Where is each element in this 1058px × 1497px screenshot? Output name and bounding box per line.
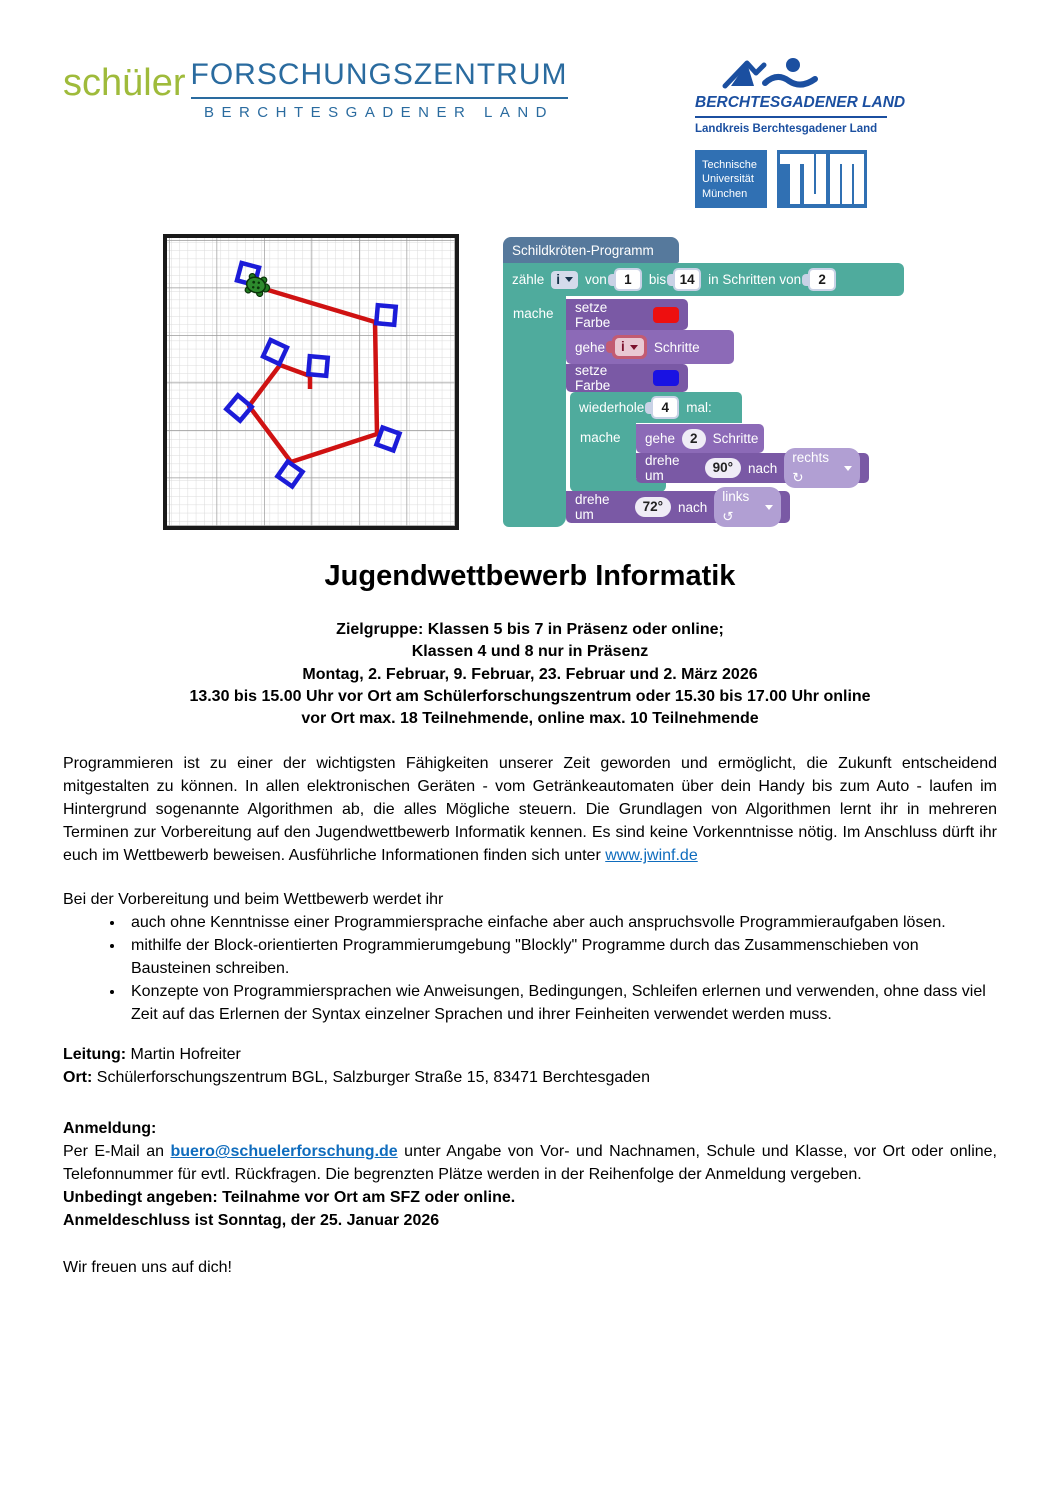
- bullet-list: [63, 911, 997, 1026]
- list-item-3: • Konzepte von Programmiersprachen wie Anweisungen, Bedingungen, Schleifen erlernen und verwenden, ohne dass viel Zeit auf das Erlernen der Syntax einzelner Sprachen und ihrer Feinheiten verwendet werden muss.: [125, 980, 997, 1026]
- closing-line: Wir freuen uns auf dich!: [63, 1259, 232, 1277]
- repeat-block: [570, 392, 742, 423]
- list-item-1: • auch ohne Kenntnisse einer Programmiersprache einfache aber auch anspruchsvolle Programmieraufgaben lösen.: [125, 911, 997, 934]
- move-label-gehe: gehe: [575, 339, 606, 355]
- mountain-swimmer-icon: [721, 56, 831, 92]
- blockly-header-label: Schildkröten-Programm: [512, 242, 654, 258]
- intro-text: Programmieren ist zu einer der wichtigsten Fähigkeiten unserer Zeit geworden und ermöglicht, die Zukunft entscheidend mitgestalten zu können. In allen elektronischen Geräten - vom Getränkeautomaten über dein Handy bis zum Auto - laufen im Hintergrund sogenannte Algorithmen ab, die alles Mögliche steuern. Die Grundlagen von Algorithmen lernt ihr in mehreren Terminen zur Vorbereitung auf den Jugendwettbewerb Informatik kennen. Es sind keine Vorkenntnisse nötig. Im Anschluss dürft ihr euch im Wettbewerb beweisen. Ausführliche Informationen finden sich unter: [63, 755, 997, 865]
- move2-steps-value: 2: [682, 429, 706, 449]
- move-2-steps-block: [636, 424, 764, 453]
- meta-line-capacity: vor Ort max. 18 Teilnehmende, online max. 10 Teilnehmende: [301, 710, 759, 728]
- contact-block: [63, 1043, 997, 1089]
- turn90-degrees: 90°: [705, 458, 741, 478]
- move-i-steps-block: [566, 330, 734, 364]
- tum-logo-line3: München: [702, 187, 748, 200]
- move2-label-gehe: gehe: [645, 431, 676, 446]
- count-from-value: 1: [616, 270, 640, 289]
- move-var-i-label: i: [621, 339, 625, 354]
- set-color-red-block: [566, 299, 688, 330]
- move2-label-schritte: Schritte: [712, 431, 759, 446]
- set-color-blue-block: [566, 364, 688, 392]
- turtle-drawing-figure: [163, 234, 459, 530]
- email-link[interactable]: buero@schuelerforschung.de: [170, 1143, 398, 1161]
- count-from-socket: [614, 268, 642, 291]
- jwinf-link[interactable]: www.jwinf.de: [605, 847, 698, 865]
- meta-line-zielgruppe: Zielgruppe: Klassen 5 bis 7 in Präsenz oder online;: [336, 621, 724, 638]
- anmeldung-paragraph: [63, 1140, 997, 1186]
- count-label-mache: mache: [513, 306, 554, 321]
- turn-90-block: [636, 450, 869, 485]
- tum-logo: [695, 150, 867, 208]
- count-step-value: 2: [810, 270, 834, 289]
- count-to-socket: [673, 268, 701, 291]
- sfz-logo-forschungszentrum: FORSCHUNGSZENTRUM: [191, 60, 568, 99]
- tum-logo-line1: Technische: [702, 159, 758, 171]
- move-var-i: [615, 338, 644, 356]
- tum-logo-line2: Universität: [702, 173, 754, 186]
- count-to-value: 14: [675, 270, 699, 289]
- turn72-degrees: 72°: [635, 497, 671, 517]
- turn72-direction-dropdown: [714, 487, 781, 527]
- move-var-socket: [612, 335, 647, 359]
- bgl-logo-title: BERCHTESGADENER LAND: [695, 94, 887, 118]
- repeat-times-value: 4: [653, 398, 677, 417]
- ort-line: [63, 1066, 997, 1089]
- blockly-count-spine: [503, 296, 566, 527]
- meta-line-klassen: Klassen 4 und 8 nur in Präsenz: [411, 643, 649, 661]
- meta-line-times: 13.30 bis 15.00 Uhr vor Ort am Schülerforschungszentrum oder 15.30 bis 17.00 Uhr online: [189, 687, 871, 705]
- anmeldung-post: unter Angabe von Vor- und Nachnamen, Schule und Klasse, vor Ort oder online, Telefonnummer für evtl. Rückfragen. Die begrenzten Plätze werden in der Reihenfolge der Anmeldung vergeben.: [63, 1143, 997, 1184]
- count-step-socket: [808, 268, 836, 291]
- turn90-direction-label: rechts ↻: [792, 450, 830, 485]
- count-var-i: i: [556, 271, 561, 287]
- ort-label: Ort:: [63, 1069, 93, 1087]
- tum-lettermark-icon: [777, 150, 867, 208]
- set-color-label-2: setze Farbe: [575, 363, 611, 393]
- meta-block: [63, 619, 997, 730]
- anmeldung-block: [63, 1117, 997, 1232]
- turn72-label: drehe um: [575, 492, 610, 522]
- turn90-label-nach: nach: [747, 460, 778, 476]
- intro-paragraph: [63, 752, 997, 867]
- bgl-logo: [695, 56, 906, 135]
- repeat-label-mache: mache: [580, 430, 621, 445]
- anmeldung-pre: Per E-Mail an: [63, 1143, 171, 1161]
- count-label-in-schritten: in Schritten von: [708, 272, 802, 287]
- leitung-line: [63, 1043, 997, 1066]
- move-label-schritte: Schritte: [653, 339, 700, 355]
- anmeldung-heading: Anmeldung:: [63, 1120, 157, 1138]
- turn90-label: drehe um: [645, 453, 680, 483]
- count-label-zaehle: zähle: [512, 272, 545, 287]
- count-label-von: von: [585, 272, 607, 287]
- anmeldung-bold-line-1: Unbedingt angeben: Teilnahme vor Ort am SFZ oder online.: [63, 1189, 516, 1207]
- blockly-header-block: [503, 237, 679, 263]
- repeat-label-mal: mal:: [686, 400, 712, 415]
- sfz-logo-schueler: schüler: [63, 62, 186, 104]
- leitung-value: Martin Hofreiter: [126, 1046, 241, 1064]
- blockly-count-block: [503, 263, 904, 296]
- bgl-logo-subtitle: Landkreis Berchtesgadener Land: [695, 123, 878, 135]
- turn72-direction-label: links ↺: [722, 489, 750, 524]
- sfz-logo-berchtesgadener-land: BERCHTESGADENER LAND: [203, 104, 555, 121]
- turn72-label-nach: nach: [677, 499, 708, 515]
- tum-logo-text: [695, 150, 767, 208]
- repeat-times-socket: [651, 396, 679, 419]
- document-body: [63, 545, 997, 1279]
- anmeldung-bold-line-2: Anmeldeschluss ist Sonntag, der 25. Januar 2026: [63, 1212, 440, 1230]
- ort-value: Schülerforschungszentrum BGL, Salzburger Straße 15, 83471 Berchtesgaden: [92, 1069, 650, 1087]
- sfz-logo: [63, 60, 568, 121]
- list-item-2: • mithilfe der Block-orientierten Programmierumgebung "Blockly" Programme durch das Zusammenschieben von Bausteinen schreiben.: [125, 934, 997, 980]
- repeat-label: wiederhole: [579, 400, 645, 415]
- color-swatch-blue: [653, 370, 679, 386]
- count-label-bis: bis: [648, 272, 667, 287]
- leitung-label: Leitung:: [63, 1046, 127, 1064]
- set-color-label: setze Farbe: [575, 299, 611, 330]
- count-var-dropdown: [551, 271, 578, 289]
- blockly-program-figure: [503, 232, 923, 534]
- list-intro-line: Bei der Vorbereitung und beim Wettbewerb werdet ihr: [63, 891, 444, 909]
- turn90-direction-dropdown: [784, 448, 860, 488]
- meta-line-dates: Montag, 2. Februar, 9. Februar, 23. Februar und 2. März 2026: [302, 665, 758, 683]
- color-swatch-red: [653, 307, 679, 323]
- turn-72-block: [566, 491, 790, 523]
- page-title: Jugendwettbewerb Informatik: [324, 560, 736, 592]
